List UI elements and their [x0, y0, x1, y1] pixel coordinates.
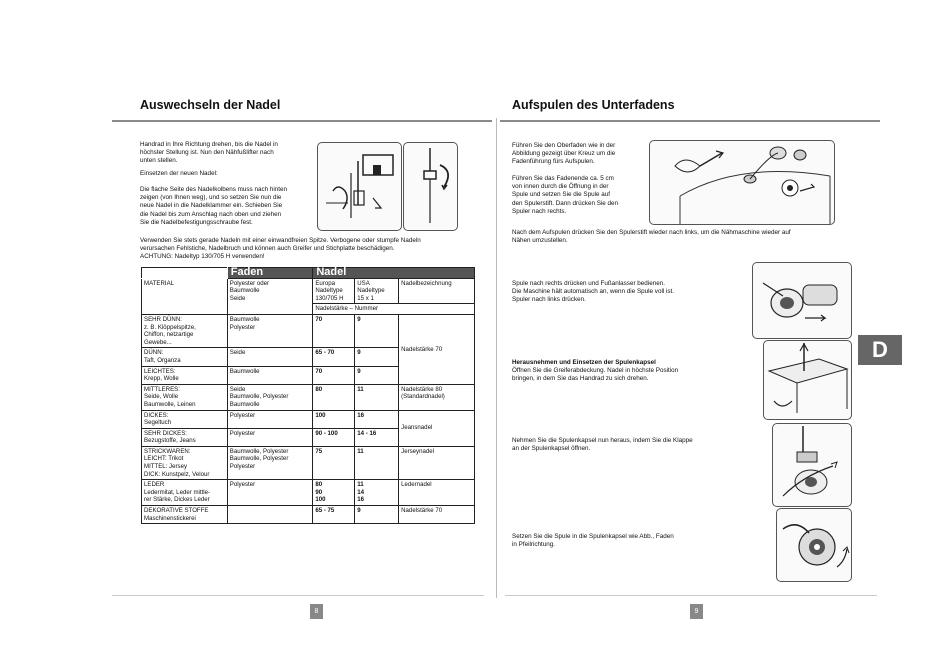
- table-cell: 65 - 70: [313, 348, 355, 366]
- table-cell: Polyester: [227, 410, 313, 428]
- table-cell: 16: [355, 410, 399, 428]
- table-cell: Nadelstärke – Nummer: [313, 304, 475, 315]
- right-page-title: Aufspulen des Unterfadens: [512, 98, 675, 112]
- table-cell: DÜNN: Taft, Organza: [142, 348, 228, 366]
- table-cell: 11: [355, 384, 399, 410]
- left-bottom-rule: [112, 595, 484, 596]
- table-header-row: [142, 268, 475, 279]
- table-cell: Seide: [227, 348, 313, 366]
- table-cell: STRICKWAREN: LEICHT: Trikot MITTEL: Jersey DICK: Kunstpelz, Velour: [142, 446, 228, 479]
- figure-needle-clamp: [317, 142, 402, 231]
- right-title-rule: [500, 120, 880, 122]
- figure-bobbin-winding: [649, 140, 835, 225]
- table-cell: Jeansnadel: [399, 410, 475, 446]
- table-cell: Nadelbezeichnung: [399, 278, 475, 304]
- right-para-3: Nach dem Aufspulen drücken Sie den Spulerstift wieder nach links, um die Nähmaschine wieder auf Nähen umzustellen.: [512, 229, 791, 245]
- table-cell: DICKES: Segeltuch: [142, 410, 228, 428]
- right-para-5: Öffnen Sie die Greiferabdeckung. Nadel in höchste Position bringen, in dem Sie das Handrad zu sich drehen.: [512, 367, 679, 383]
- table-cell: Europa Nadeltype 130/705 H: [313, 278, 355, 304]
- table-cell: Polyester: [227, 428, 313, 446]
- left-para-4: Verwenden Sie stets gerade Nadeln mit einer einwandfreien Spitze. Verbogene oder stumpfe Nadeln verursachen Fehlstiche, Nadelbruch und können auch Greifer und Stichplatte beschädigen. ACHTUNG: Nadeltyp 130/705 H verwenden!: [140, 237, 421, 261]
- figure-bobbin-cover: [763, 340, 852, 420]
- table-cell: LEICHTES: Krepp, Wolle: [142, 366, 228, 384]
- table-cell: Baumwolle Polyester: [227, 314, 313, 347]
- table-cell: 80 90 100: [313, 480, 355, 506]
- table-cell: 90 - 100: [313, 428, 355, 446]
- table-row: [142, 384, 475, 410]
- right-bottom-rule: [505, 595, 877, 596]
- table-cell: Nadelstärke 80 (Standardnadel): [399, 384, 475, 410]
- figure-bobbin-press: [752, 262, 852, 339]
- table-row: [142, 506, 475, 524]
- table-cell: Nadelstärke 70: [399, 506, 475, 524]
- table-cell: 9: [355, 314, 399, 347]
- left-para-2: Einsetzen der neuen Nadel:: [140, 170, 218, 177]
- table-cell: LEDER Ledermitat, Leder mittle- rer Stärke, Dickes Leder: [142, 480, 228, 506]
- left-title-rule: [112, 120, 492, 122]
- left-para-3: Die flache Seite des Nadelkolbens muss nach hinten zeigen (von Ihnen weg), und so setzen Sie nun die neue Nadel in die Nadelklammer ein. Schieben Sie die Nadel bis zum Anschlag nach oben und ziehen Sie die Nadelbefestigungsschraube fest.: [140, 186, 288, 226]
- table-cell: 100: [313, 410, 355, 428]
- table-cell: 9: [355, 366, 399, 384]
- right-para-5-title: Herausnehmen und Einsetzen der Spulenkapsel: [512, 359, 656, 366]
- page-divider: [496, 118, 497, 598]
- table-row: [142, 410, 475, 428]
- table-row: [142, 314, 475, 347]
- table-cell: Baumwolle: [227, 366, 313, 384]
- figure-bobbin-insert: [776, 508, 852, 582]
- table-cell: 9: [355, 348, 399, 366]
- table-cell: 65 - 75: [313, 506, 355, 524]
- table-cell: Polyester oder Baumwolle Seide: [227, 278, 313, 314]
- figure-bobbin-case-remove: [772, 423, 852, 507]
- table-row: [142, 480, 475, 506]
- table-cell: 11 14 16: [355, 480, 399, 506]
- table-cell: Ledernadel: [399, 480, 475, 506]
- right-para-7: Setzen Sie die Spule in die Spulenkapsel wie Abb., Faden in Pfeilrichtung.: [512, 533, 674, 549]
- table-cell: SEHR DICKES: Bezugstoffe, Jeans: [142, 428, 228, 446]
- table-cell: USA Nadeltype 15 x 1: [355, 278, 399, 304]
- table-row: [142, 446, 475, 479]
- table-cell: 80: [313, 384, 355, 410]
- right-page-number: 9: [690, 604, 703, 619]
- table-header-faden: Faden: [227, 268, 313, 279]
- table-cell: Baumwolle, Polyester Baumwolle, Polyester Polyester: [227, 446, 313, 479]
- table-cell: MATERIAL: [142, 278, 228, 314]
- table-cell: Seide Baumwolle, Polyester Baumwolle: [227, 384, 313, 410]
- table-cell: 75: [313, 446, 355, 479]
- table-header-nadel: Nadel: [313, 268, 475, 279]
- right-para-1: Führen Sie den Oberfaden wie in der Abbildung gezeigt über Kreuz um die Fadenführung fürs Aufspulen.: [512, 142, 616, 166]
- table-cell: SEHR DÜNN: z. B. Klöppelspitze, Chiffon, netzartige Gewebe...: [142, 314, 228, 347]
- table-cell: 11: [355, 446, 399, 479]
- table-cell: Nadelstärke 70: [399, 314, 475, 384]
- table-cell: DEKORATIVE STOFFE Maschinenstickerei: [142, 506, 228, 524]
- table-header-empty: [142, 268, 228, 279]
- right-para-2: Führen Sie das Fadenende ca. 5 cm von innen durch die Öffnung in der Spule und setzen Sie die Spule auf den Spulerstift. Dann drücken Sie den Spuler nach rechts.: [512, 175, 619, 215]
- table-cell: 70: [313, 314, 355, 347]
- table-cell: Polyester: [227, 480, 313, 506]
- needle-table: [141, 267, 475, 524]
- table-row: [142, 278, 475, 304]
- table-cell: 9: [355, 506, 399, 524]
- table-cell: 70: [313, 366, 355, 384]
- section-tab-d: D: [858, 335, 902, 365]
- table-cell: MITTLERES: Seide, Wolle Baumwolle, Leinen: [142, 384, 228, 410]
- table-cell: 14 - 16: [355, 428, 399, 446]
- right-para-6: Nehmen Sie die Spulenkapsel nun heraus, indem Sie die Klappe an der Spulenkapsel öffnen.: [512, 437, 693, 453]
- table-cell: [227, 506, 313, 524]
- figure-needle-insert: [403, 142, 458, 231]
- left-page-title: Auswechseln der Nadel: [140, 98, 281, 112]
- table-cell: Jerseynadel: [399, 446, 475, 479]
- left-page-number: 8: [310, 604, 323, 619]
- right-para-4: Spule nach rechts drücken und Fußanlasser bedienen. Die Maschine hält automatisch an, wenn die Spule voll ist. Spuler nach links drücken.: [512, 280, 675, 304]
- left-para-1: Handrad in Ihre Richtung drehen, bis die Nadel in höchster Stellung ist. Nun den Nähfußlifter nach unten stellen.: [140, 141, 278, 165]
